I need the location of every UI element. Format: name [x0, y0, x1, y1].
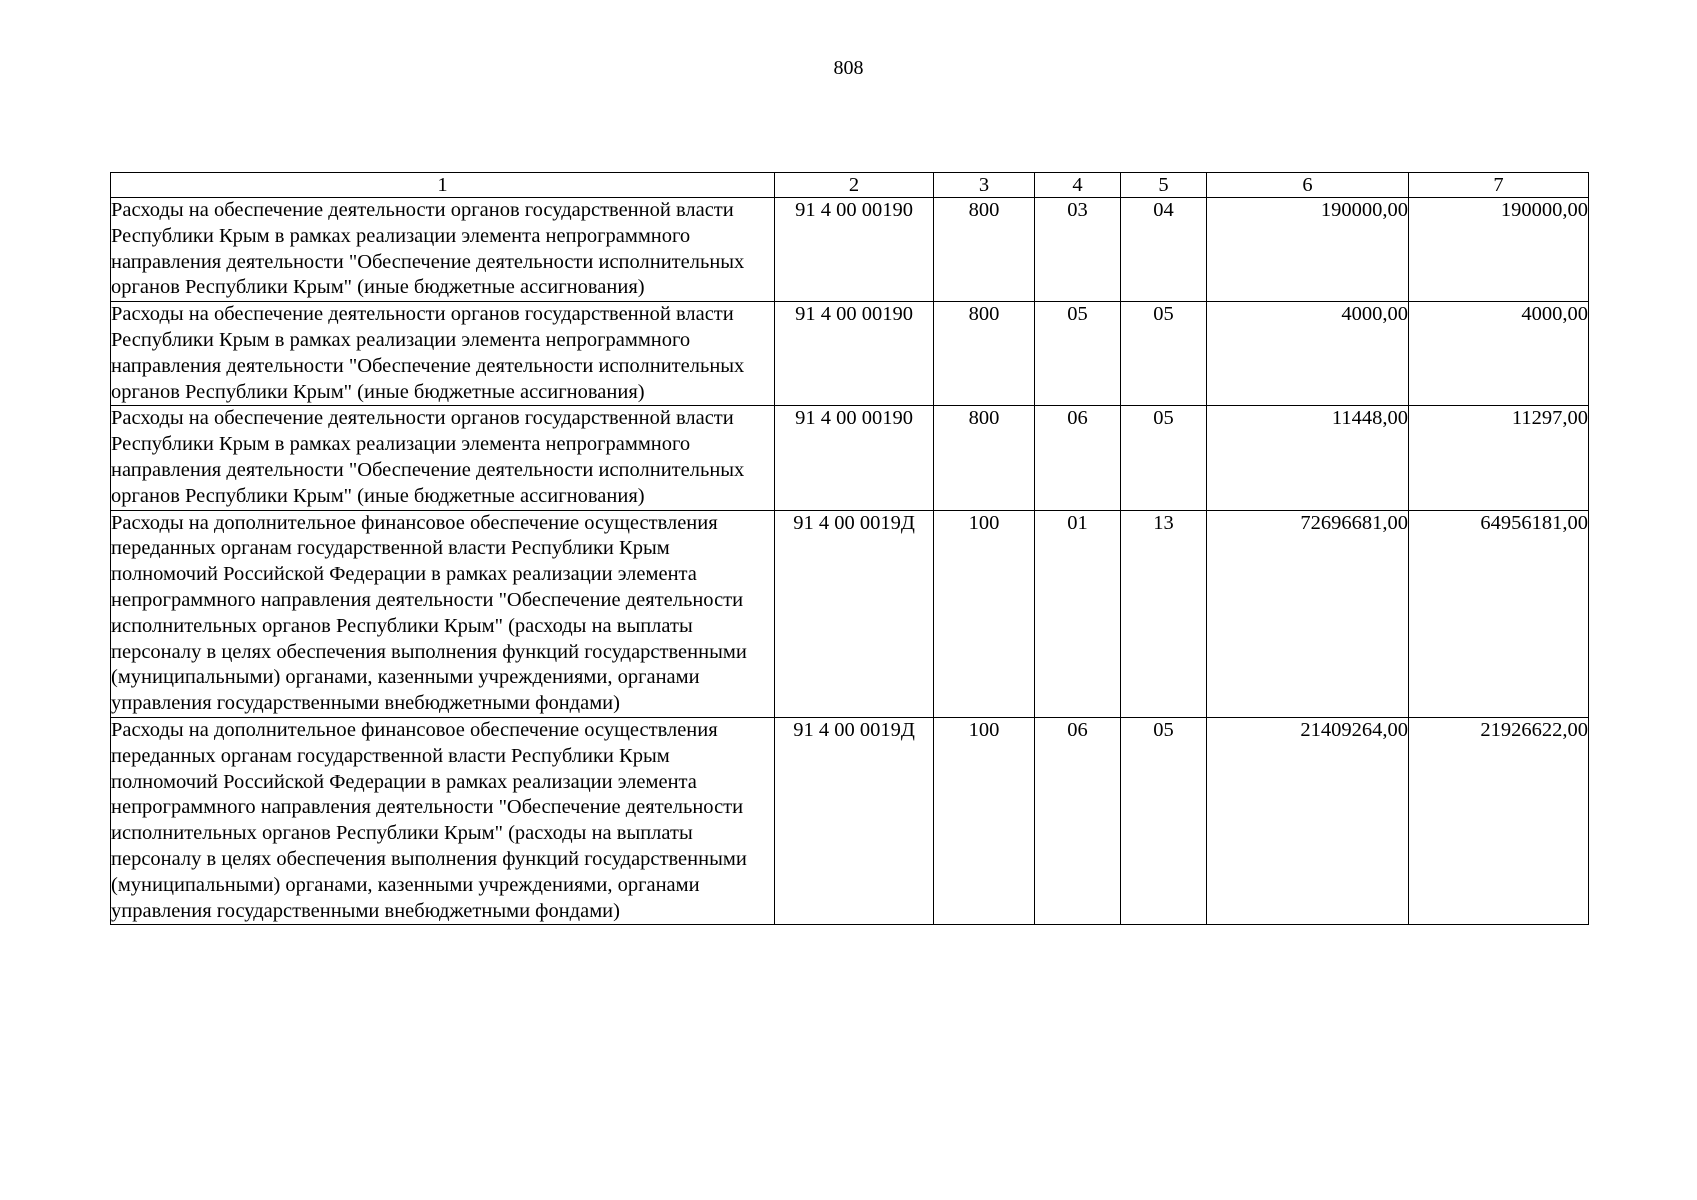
row-expense-type: 800: [934, 302, 1035, 406]
row-target-code: 91 4 00 00190: [775, 198, 934, 302]
row-target-code: 91 4 00 0019Д: [775, 510, 934, 717]
column-header-3: 3: [934, 173, 1035, 198]
row-subsection: 05: [1121, 302, 1207, 406]
row-expense-type: 800: [934, 406, 1035, 510]
row-description: Расходы на обеспечение деятельности органов государственной власти Республики Крым в рамках реализации элемента непрограммного направления деятельности "Обеспечение деятельности исполнительных органов Республики Крым" (иные бюджетные ассигнования): [111, 406, 775, 510]
row-subsection: 05: [1121, 406, 1207, 510]
column-header-1: 1: [111, 173, 775, 198]
row-subsection: 05: [1121, 717, 1207, 924]
row-amount-7: 11297,00: [1409, 406, 1589, 510]
row-section: 06: [1035, 717, 1121, 924]
row-amount-6: 21409264,00: [1207, 717, 1409, 924]
row-description: Расходы на дополнительное финансовое обеспечение осуществления переданных органам государственной власти Республики Крым полномочий Российской Федерации в рамках реализации элемента непрограммного направления деятельности "Обеспечение деятельности исполнительных органов Республики Крым" (расходы на выплаты персоналу в целях обеспечения выполнения функций государственными (муниципальными) органами, казенными учреждениями, органами управления государственными внебюджетными фондами): [111, 510, 775, 717]
row-description: Расходы на дополнительное финансовое обеспечение осуществления переданных органам государственной власти Республики Крым полномочий Российской Федерации в рамках реализации элемента непрограммного направления деятельности "Обеспечение деятельности исполнительных органов Республики Крым" (расходы на выплаты персоналу в целях обеспечения выполнения функций государственными (муниципальными) органами, казенными учреждениями, органами управления государственными внебюджетными фондами): [111, 717, 775, 924]
row-section: 03: [1035, 198, 1121, 302]
table-row: [111, 198, 1589, 302]
row-amount-6: 11448,00: [1207, 406, 1409, 510]
row-expense-type: 100: [934, 717, 1035, 924]
row-target-code: 91 4 00 00190: [775, 406, 934, 510]
table-row: [111, 406, 1589, 510]
column-header-2: 2: [775, 173, 934, 198]
column-header-5: 5: [1121, 173, 1207, 198]
page-number: 808: [833, 57, 864, 79]
row-amount-6: 4000,00: [1207, 302, 1409, 406]
row-subsection: 04: [1121, 198, 1207, 302]
row-amount-6: 72696681,00: [1207, 510, 1409, 717]
budget-table: [110, 172, 1589, 925]
table-row: [111, 302, 1589, 406]
row-section: 05: [1035, 302, 1121, 406]
column-header-4: 4: [1035, 173, 1121, 198]
row-amount-7: 4000,00: [1409, 302, 1589, 406]
row-target-code: 91 4 00 00190: [775, 302, 934, 406]
row-amount-7: 21926622,00: [1409, 717, 1589, 924]
row-subsection: 13: [1121, 510, 1207, 717]
column-header-7: 7: [1409, 173, 1589, 198]
row-description: Расходы на обеспечение деятельности органов государственной власти Республики Крым в рамках реализации элемента непрограммного направления деятельности "Обеспечение деятельности исполнительных органов Республики Крым" (иные бюджетные ассигнования): [111, 302, 775, 406]
row-expense-type: 800: [934, 198, 1035, 302]
row-description: Расходы на обеспечение деятельности органов государственной власти Республики Крым в рамках реализации элемента непрограммного направления деятельности "Обеспечение деятельности исполнительных органов Республики Крым" (иные бюджетные ассигнования): [111, 198, 775, 302]
row-section: 06: [1035, 406, 1121, 510]
row-amount-7: 64956181,00: [1409, 510, 1589, 717]
row-section: 01: [1035, 510, 1121, 717]
column-header-6: 6: [1207, 173, 1409, 198]
row-expense-type: 100: [934, 510, 1035, 717]
table-row: [111, 717, 1589, 924]
table-header-row: [111, 173, 1589, 198]
row-amount-7: 190000,00: [1409, 198, 1589, 302]
row-amount-6: 190000,00: [1207, 198, 1409, 302]
row-target-code: 91 4 00 0019Д: [775, 717, 934, 924]
table-row: [111, 510, 1589, 717]
